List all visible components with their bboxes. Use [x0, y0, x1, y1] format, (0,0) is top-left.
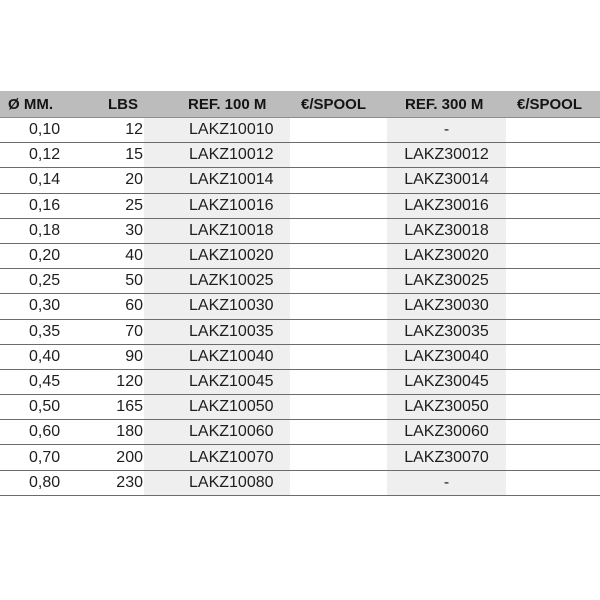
lbs-cell: 12: [125, 121, 143, 139]
diameter-cell: 0,45: [29, 372, 61, 390]
diameter-cell: 0,16: [29, 196, 61, 214]
ref-100m-cell: LAKZ10070: [144, 445, 290, 469]
lbs-cell: 120: [116, 372, 143, 390]
price-300m-cell: [506, 294, 600, 318]
diameter-cell: 0,70: [29, 448, 61, 466]
table-row: [0, 143, 600, 168]
price-300m-cell: [506, 320, 600, 344]
lbs-cell: 90: [125, 347, 143, 365]
ref-100m-cell: LAKZ10060: [144, 420, 290, 444]
table-row: [0, 395, 600, 420]
ref-300m-cell: LAKZ30018: [387, 219, 506, 243]
ref-100m-cell: LAKZ10016: [144, 194, 290, 218]
header-ref-300m: REF. 300 M: [405, 95, 484, 113]
lbs-cell: 50: [125, 272, 143, 290]
price-100m-cell: [290, 168, 387, 192]
ref-300m-cell: LAKZ30012: [387, 143, 506, 167]
ref-100m-cell: LAKZ10050: [144, 395, 290, 419]
price-300m-cell: [506, 143, 600, 167]
diameter-cell: 0,20: [29, 247, 61, 265]
price-100m-cell: [290, 219, 387, 243]
diameter-cell: 0,10: [29, 121, 61, 139]
price-300m-cell: [506, 471, 600, 495]
ref-300m-cell: LAKZ30040: [387, 345, 506, 369]
price-100m-cell: [290, 143, 387, 167]
table-row: [0, 269, 600, 294]
ref-300m-cell: -: [387, 118, 506, 142]
lbs-cell: 60: [125, 297, 143, 315]
lbs-cell: 15: [125, 146, 143, 164]
price-100m-cell: [290, 445, 387, 469]
price-100m-cell: [290, 370, 387, 394]
ref-100m-cell: LAKZ10012: [144, 143, 290, 167]
ref-300m-cell: LAKZ30030: [387, 294, 506, 318]
table-row: [0, 370, 600, 395]
header-diameter: Ø MM.: [8, 95, 53, 113]
header-lbs: LBS: [108, 95, 138, 113]
ref-300m-cell: LAKZ30060: [387, 420, 506, 444]
lbs-cell: 70: [125, 322, 143, 340]
price-100m-cell: [290, 320, 387, 344]
price-300m-cell: [506, 345, 600, 369]
diameter-cell: 0,50: [29, 398, 61, 416]
diameter-cell: 0,18: [29, 221, 61, 239]
ref-100m-cell: LAKZ10040: [144, 345, 290, 369]
ref-300m-cell: LAKZ30050: [387, 395, 506, 419]
diameter-cell: 0,25: [29, 272, 61, 290]
diameter-cell: 0,35: [29, 322, 61, 340]
price-300m-cell: [506, 445, 600, 469]
ref-300m-cell: LAKZ30070: [387, 445, 506, 469]
ref-100m-cell: LAKZ10045: [144, 370, 290, 394]
ref-300m-cell: LAKZ30014: [387, 168, 506, 192]
price-100m-cell: [290, 294, 387, 318]
lbs-cell: 230: [116, 473, 143, 491]
ref-100m-cell: LAZK10025: [144, 269, 290, 293]
ref-300m-cell: LAKZ30020: [387, 244, 506, 268]
header-price-100m: €/SPOOL: [301, 95, 367, 113]
ref-100m-cell: LAKZ10030: [144, 294, 290, 318]
ref-300m-cell: LAKZ30025: [387, 269, 506, 293]
table-body: [0, 118, 600, 496]
diameter-cell: 0,12: [29, 146, 61, 164]
lbs-cell: 165: [116, 398, 143, 416]
price-100m-cell: [290, 269, 387, 293]
price-100m-cell: [290, 244, 387, 268]
table-row: [0, 345, 600, 370]
table-row: [0, 420, 600, 445]
table-row: [0, 320, 600, 345]
price-300m-cell: [506, 194, 600, 218]
lbs-cell: 30: [125, 221, 143, 239]
table-row: [0, 118, 600, 143]
price-100m-cell: [290, 471, 387, 495]
ref-300m-cell: LAKZ30045: [387, 370, 506, 394]
price-300m-cell: [506, 168, 600, 192]
table-row: [0, 168, 600, 193]
price-300m-cell: [506, 420, 600, 444]
lbs-cell: 25: [125, 196, 143, 214]
table-row: [0, 294, 600, 319]
table-row: [0, 471, 600, 496]
ref-300m-cell: -: [387, 471, 506, 495]
diameter-cell: 0,14: [29, 171, 61, 189]
table-row: [0, 244, 600, 269]
price-100m-cell: [290, 345, 387, 369]
price-300m-cell: [506, 370, 600, 394]
lbs-cell: 200: [116, 448, 143, 466]
ref-100m-cell: LAKZ10018: [144, 219, 290, 243]
lbs-cell: 20: [125, 171, 143, 189]
table-header: [0, 91, 600, 118]
lbs-cell: 40: [125, 247, 143, 265]
header-ref-100m: REF. 100 M: [188, 95, 267, 113]
diameter-cell: 0,60: [29, 423, 61, 441]
ref-300m-cell: LAKZ30035: [387, 320, 506, 344]
line-spec-table: [0, 91, 600, 496]
price-100m-cell: [290, 194, 387, 218]
price-300m-cell: [506, 395, 600, 419]
table-row: [0, 445, 600, 470]
table-row: [0, 194, 600, 219]
price-100m-cell: [290, 118, 387, 142]
price-300m-cell: [506, 219, 600, 243]
price-100m-cell: [290, 395, 387, 419]
diameter-cell: 0,40: [29, 347, 61, 365]
ref-300m-cell: LAKZ30016: [387, 194, 506, 218]
price-300m-cell: [506, 118, 600, 142]
lbs-cell: 180: [116, 423, 143, 441]
ref-100m-cell: LAKZ10080: [144, 471, 290, 495]
header-price-300m: €/SPOOL: [517, 95, 583, 113]
ref-100m-cell: LAKZ10020: [144, 244, 290, 268]
table-row: [0, 219, 600, 244]
price-300m-cell: [506, 244, 600, 268]
diameter-cell: 0,30: [29, 297, 61, 315]
ref-100m-cell: LAKZ10014: [144, 168, 290, 192]
diameter-cell: 0,80: [29, 473, 61, 491]
ref-100m-cell: LAKZ10010: [144, 118, 290, 142]
price-100m-cell: [290, 420, 387, 444]
ref-100m-cell: LAKZ10035: [144, 320, 290, 344]
price-300m-cell: [506, 269, 600, 293]
